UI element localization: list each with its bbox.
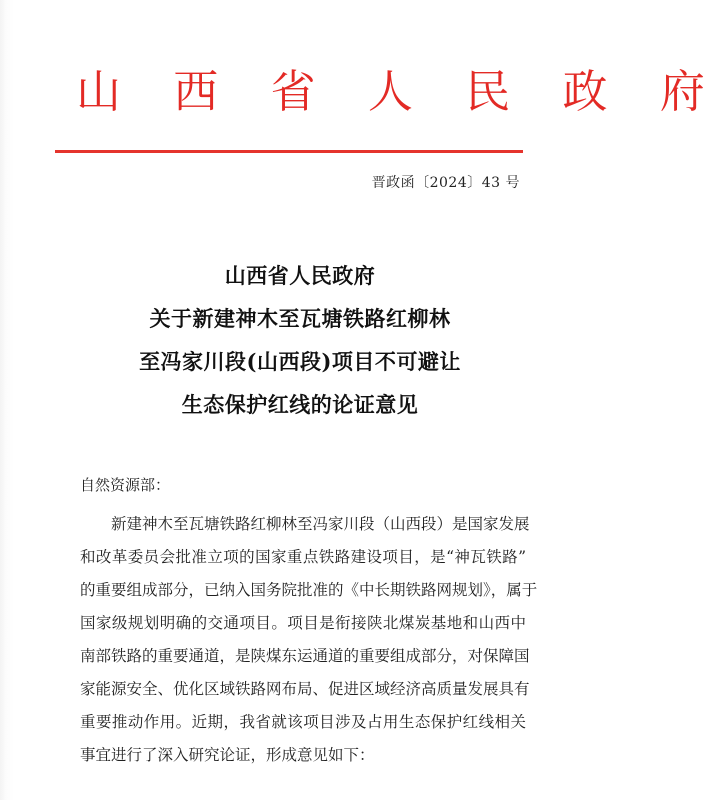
title-line: 关于新建神木至瓦塘铁路红柳林	[149, 306, 451, 331]
title-line: 至冯家川段(山西段)项目不可避让	[139, 349, 461, 374]
body-line: 新建神木至瓦塘铁路红柳林至冯家川段（山西段）是国家发展	[111, 515, 530, 533]
body-line: 南部铁路的重要通道，是陕煤东运通道的重要组成部分，对保障国	[80, 647, 530, 665]
document-number: 晋政函〔2024〕43 号	[371, 175, 520, 191]
red-header-rule	[55, 150, 523, 153]
issuing-authority-header: 山 西 省 人 民 政 府	[76, 65, 724, 118]
body-line: 和改革委员会批准立项的国家重点铁路建设项目，是“神瓦铁路”	[80, 548, 526, 566]
body-line: 家能源安全、优化区域铁路网布局、促进区域经济高质量发展具有	[80, 680, 530, 698]
document-title	[40, 254, 560, 426]
body-line: 的重要组成部分，已纳入国务院批准的《中长期铁路网规划》，属于	[80, 581, 538, 599]
body-line: 国家级规划明确的交通项目。项目是衔接陕北煤炭基地和山西中	[80, 614, 526, 632]
title-line: 山西省人民政府	[224, 263, 376, 288]
salutation: 自然资源部：	[80, 476, 171, 494]
body-paragraph	[80, 508, 538, 772]
title-line: 生态保护红线的论证意见	[181, 392, 419, 417]
body-line: 事宜进行了深入研究论证，形成意见如下：	[80, 746, 375, 764]
body-line: 重要推动作用。近期，我省就该项目涉及占用生态保护红线相关	[80, 713, 526, 731]
